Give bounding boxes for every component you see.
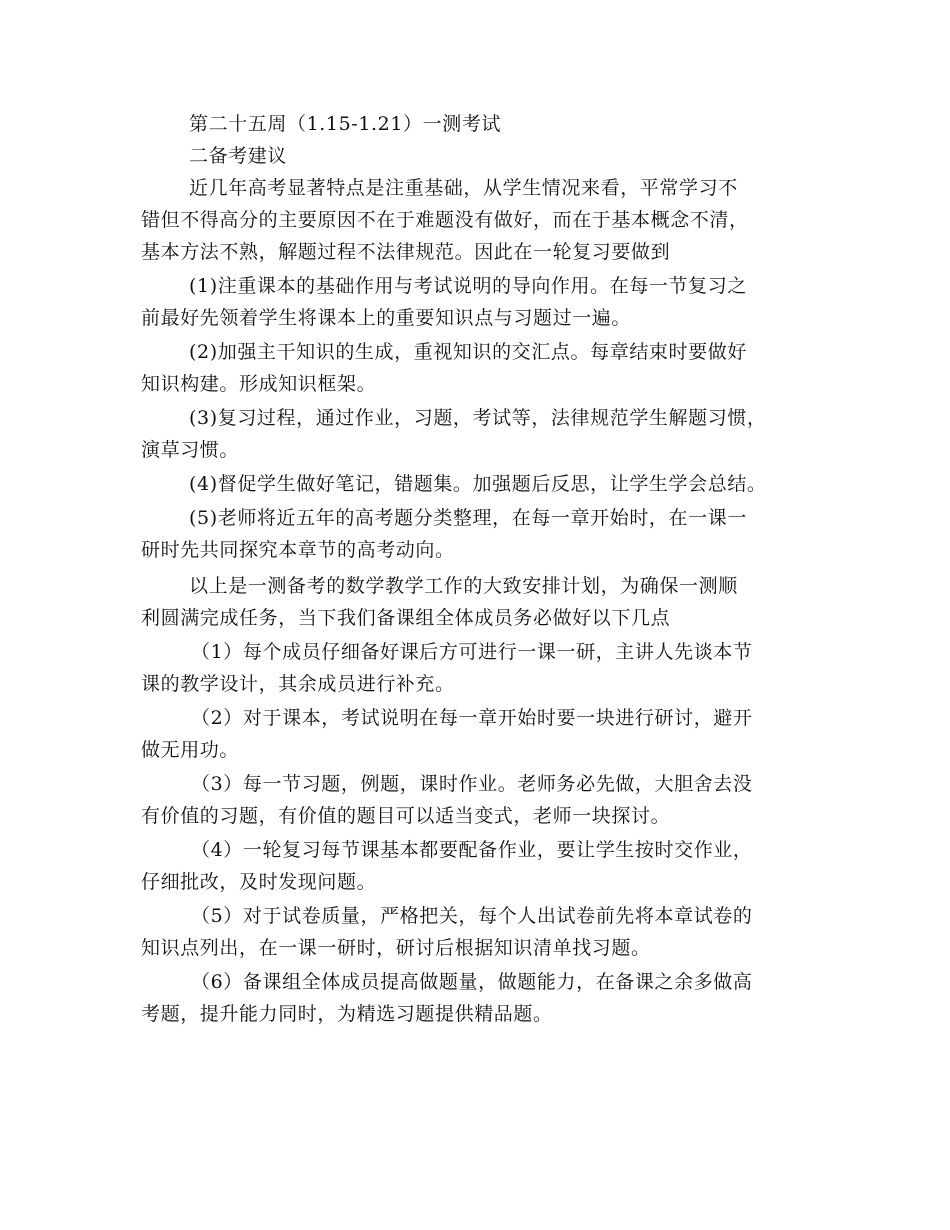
point-a2-line-1: (2)加强主干知识的生成，重视知识的交汇点。每章结束时要做好 [189,341,747,363]
point-b3-line-1: （3）每一节习题，例题，课时作业。老师务必先做，大胆舍去没 [191,773,753,795]
point-b6-line-1: （6）备课组全体成员提高做题量，做题能力，在备课之余多做高 [191,971,753,993]
summary-line-2: 利圆满完成任务，当下我们备课组全体成员务必做好以下几点 [141,607,671,629]
document-title: 第二十五周（1.15-1.21）一测考试 [189,113,502,135]
point-a3-line-2: 演草习惯。 [141,439,240,461]
point-a1-line-2: 前最好先领着学生将课本上的重要知识点与习题过一遍。 [141,307,632,329]
point-b2-line-1: （2）对于课本，考试说明在每一章开始时要一块进行研讨，避开 [191,707,753,729]
point-b5-line-1: （5）对于试卷质量，严格把关，每个人出试卷前先将本章试卷的 [191,905,753,927]
point-a3-line-1: (3)复习过程，通过作业，习题，考试等，法律规范学生解题习惯， [189,407,767,429]
section-heading: 二备考建议 [189,145,288,167]
summary-line-1: 以上是一测备考的数学教学工作的大致安排计划，为确保一测顺 [189,575,738,597]
point-a5-line-1: (5)老师将近五年的高考题分类整理，在每一章开始时，在一课一 [189,507,747,529]
point-b1-line-2: 课的教学设计，其余成员进行补充。 [141,673,455,695]
point-b5-line-2: 知识点列出，在一课一研时，研讨后根据知识清单找习题。 [141,937,651,959]
point-b4-line-2: 仔细批改，及时发现问题。 [141,871,377,893]
point-b4-line-1: （4）一轮复习每节课基本都要配备作业，要让学生按时交作业， [191,839,753,861]
point-a1-line-1: (1)注重课本的基础作用与考试说明的导向作用。在每一节复习之 [189,275,747,297]
intro-line-1: 近几年高考显著特点是注重基础，从学生情况来看，平常学习不 [189,177,738,199]
point-b6-line-2: 考题，提升能力同时，为精选习题提供精品题。 [141,1003,553,1025]
point-b1-line-1: （1）每个成员仔细备好课后方可进行一课一研，主讲人先谈本节 [191,641,753,663]
intro-line-3: 基本方法不熟，解题过程不法律规范。因此在一轮复习要做到 [141,241,671,263]
intro-line-2: 错但不得高分的主要原因不在于难题没有做好，而在于基本概念不清， [141,209,749,231]
point-a4-line-1: (4)督促学生做好笔记，错题集。加强题后反思，让学生学会总结。 [189,473,767,495]
point-a5-line-2: 研时先共同探究本章节的高考动向。 [141,539,455,561]
point-a2-line-2: 知识构建。形成知识框架。 [141,373,377,395]
point-b3-line-2: 有价值的习题，有价值的题目可以适当变式，老师一块探讨。 [141,805,671,827]
point-b2-line-2: 做无用功。 [141,739,240,761]
